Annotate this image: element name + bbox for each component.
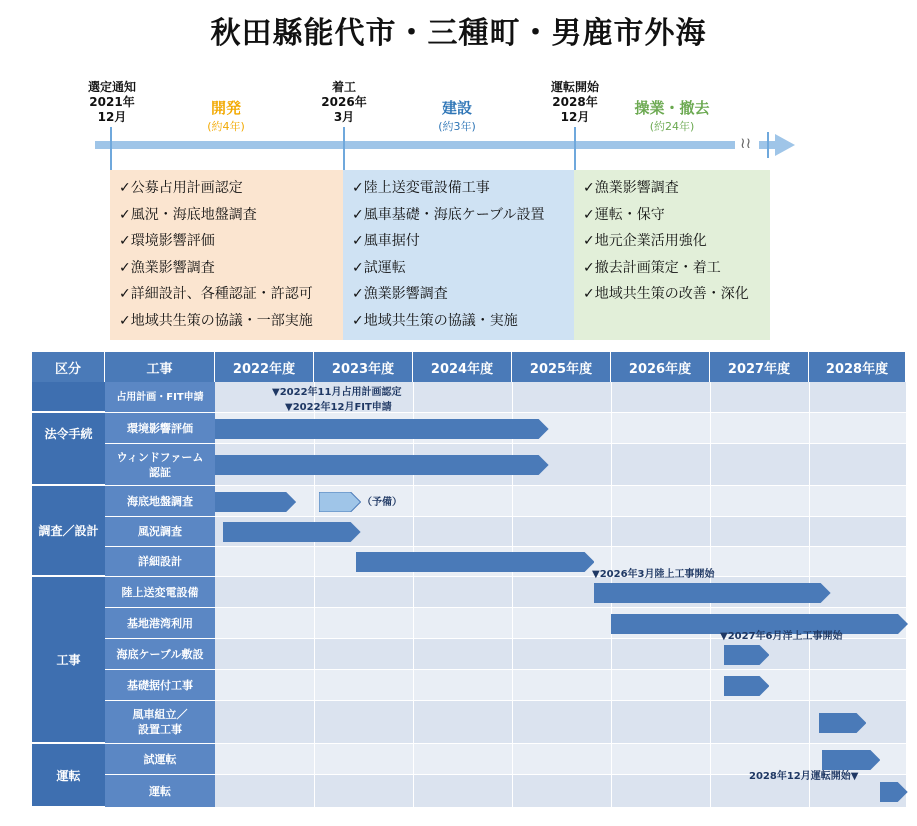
task-label: 運転 <box>105 775 215 808</box>
phase-development-name: 開発 <box>210 99 241 117</box>
list-item: ✓撤去計画策定・着工 <box>583 259 721 276</box>
header-year: 2025年度 <box>512 352 611 382</box>
milestone-construction-start: 着工 2026年 3月 <box>321 80 367 124</box>
grid-line <box>413 382 414 808</box>
gantt-bar <box>215 455 549 475</box>
phase-construction-box <box>343 170 574 340</box>
gantt-bar <box>215 419 549 439</box>
list-item: ✓運転・保守 <box>583 206 665 223</box>
timeline-tick-operation <box>574 127 576 170</box>
gantt-bar <box>356 552 595 572</box>
task-label: 試運転 <box>105 744 215 775</box>
phase-operation-box <box>574 170 770 340</box>
header-category: 区分 <box>32 352 105 382</box>
list-item: ✓詳細設計、各種認証・許認可 <box>119 286 313 303</box>
list-item: ✓風車基礎・海底ケーブル設置 <box>352 206 545 223</box>
task-label: 海底地盤調査 <box>105 486 215 517</box>
category-label-blank <box>32 382 105 413</box>
milestone-operation-start: 運転開始 2028年 12月 <box>550 80 599 124</box>
category-label: 調査／設計 <box>32 486 105 577</box>
header-task: 工事 <box>105 352 215 382</box>
note-spare: （予備） <box>362 497 402 508</box>
task-label: 基礎据付工事 <box>105 670 215 701</box>
list-item: ✓地域共生策の改善・深化 <box>583 286 749 303</box>
phase-construction-duration: (約3年) <box>438 120 476 133</box>
list-item: ✓漁業影響調査 <box>352 286 448 303</box>
header-year: 2027年度 <box>710 352 809 382</box>
task-label: 風況調査 <box>105 517 215 547</box>
task-label: 基地港湾利用 <box>105 608 215 639</box>
phase-construction-name: 建設 <box>441 99 472 117</box>
header-year: 2026年度 <box>611 352 710 382</box>
grid-line <box>512 382 513 808</box>
list-item: ✓公募占用計画認定 <box>119 180 243 196</box>
header-year: 2022年度 <box>215 352 314 382</box>
list-item: ✓風車据付 <box>352 233 420 250</box>
gantt-bar <box>594 583 831 603</box>
schedule-table <box>32 352 906 818</box>
gantt-bar <box>880 782 908 802</box>
gantt-bar <box>819 713 867 733</box>
table-row <box>215 670 906 701</box>
header-year: 2028年度 <box>809 352 906 382</box>
grid-line <box>314 382 315 808</box>
note-operation-start: 2028年12月運転開始▼ <box>749 771 859 782</box>
gantt-bar <box>724 645 770 665</box>
timeline-tick-construction <box>343 127 345 170</box>
task-label: 風車組立／ 設置工事 <box>105 701 215 744</box>
phase-development-duration: (約4年) <box>207 120 245 133</box>
list-item: ✓漁業影響調査 <box>583 180 679 196</box>
category-label: 法令手続 <box>32 382 105 486</box>
list-item: ✓地元企業活用強化 <box>583 233 707 250</box>
task-label: ウィンドファーム 認証 <box>105 444 215 486</box>
task-label: 環境影響評価 <box>105 413 215 444</box>
list-item: ✓試運転 <box>352 259 406 276</box>
gantt-bar <box>319 492 361 512</box>
header-year: 2023年度 <box>314 352 413 382</box>
page-title: 秋田縣能代市・三種町・男鹿市外海 <box>210 16 707 51</box>
list-item: ✓環境影響評価 <box>119 233 215 250</box>
list-item: ✓陸上送変電設備工事 <box>352 180 490 196</box>
phase-operation-duration: (約24年) <box>649 120 695 133</box>
list-item: ✓風況・海底地盤調査 <box>119 206 257 223</box>
phase-development-box <box>110 170 343 340</box>
gantt-bar <box>223 522 361 542</box>
task-label: 海底ケーブル敷設 <box>105 639 215 670</box>
task-label: 詳細設計 <box>105 547 215 577</box>
table-row <box>215 639 906 670</box>
category-label: 工事 <box>32 577 105 744</box>
gantt-bar <box>215 492 296 512</box>
milestone-selection: 選定通知 2021年 12月 <box>87 80 136 124</box>
header-year: 2024年度 <box>413 352 512 382</box>
note-occupancy-approval: ▼2022年11月占用計画認定 <box>272 387 402 398</box>
list-item: ✓地域共生策の協議・実施 <box>352 312 518 329</box>
note-offshore-start: ▼2027年6月洋上工事開始 <box>720 631 843 642</box>
task-label: 陸上送変電設備 <box>105 577 215 608</box>
list-item: ✓地域共生策の協議・一部実施 <box>119 312 313 329</box>
timeline-arrow <box>95 132 800 158</box>
note-onshore-start: ▼2026年3月陸上工事開始 <box>592 569 715 580</box>
list-item: ✓漁業影響調査 <box>119 259 215 276</box>
phase-operation-name: 操業・撤去 <box>634 99 710 117</box>
table-row <box>215 701 906 744</box>
note-fit-application: ▼2022年12月FIT申請 <box>285 402 392 413</box>
gantt-bar <box>724 676 770 696</box>
task-label: 占用計画・FIT申請 <box>105 382 215 413</box>
category-label: 運転 <box>32 744 105 808</box>
timeline-tick-start <box>110 127 112 170</box>
timeline-break-mark: ≀≀ <box>740 134 752 152</box>
